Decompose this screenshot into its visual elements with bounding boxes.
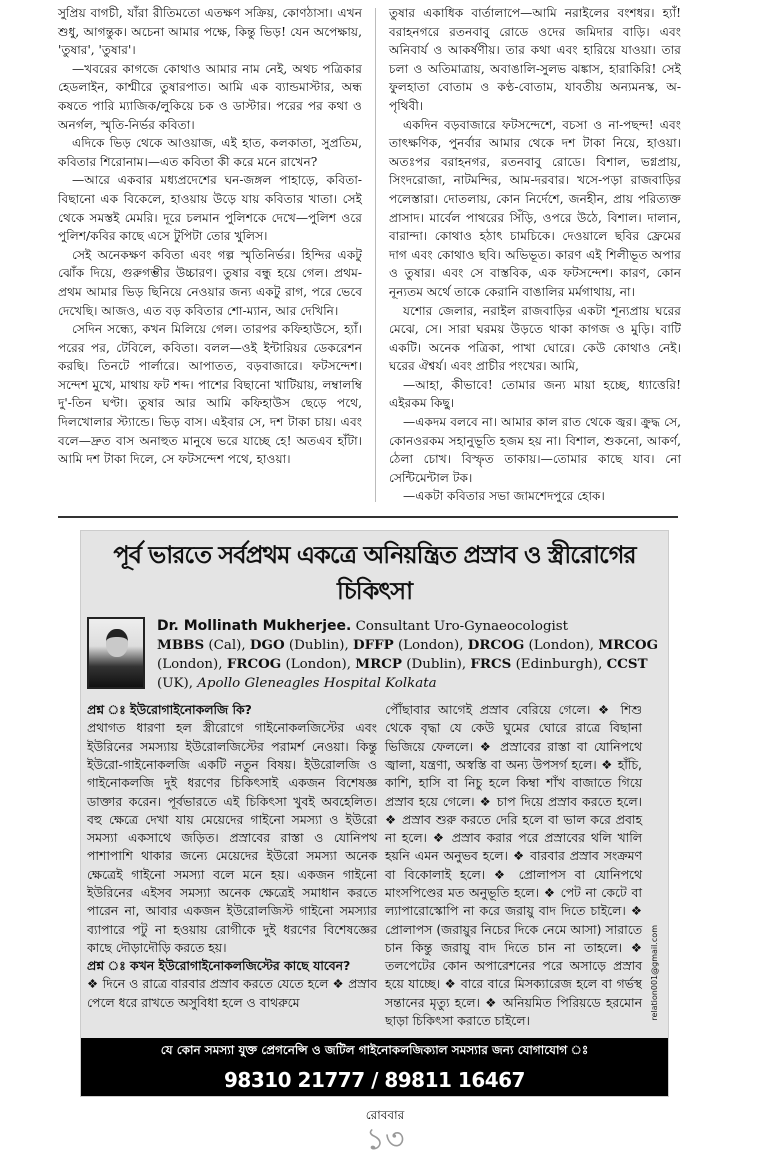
- question-heading: প্রশ্ন ঃ কখন ইউরোগাইনোকলজিস্টের কাছে যাবেন?: [87, 958, 351, 974]
- doctor-row: [87, 617, 662, 693]
- article-paragraph: —আহা, কীভাবে! তোমার জন্য মায়া হচ্ছে, ধ্যাত্তেরি! এইরকম কিছু।: [389, 377, 681, 411]
- contact-text: যে কোন সমস্যা যুক্ত প্রেগনেন্সি ও জটিল গাইনোকলজিক্যাল সমস্যার জন্য যোগাযোগ ঃ: [160, 1043, 589, 1058]
- degree-place: (UK),: [157, 676, 193, 692]
- answer-text: প্রথাগত ধারণা হল স্ত্রীরোগে গাইনোকলজিস্টের এবং ইউরিনের সমস্যায় ইউরোলজিস্টের পরামর্শ নেওয়া। কিন্তু ইউরো-গাইনোকলজি একটি নতুন বিষয়। ইউরোলজি ও গাইনোকলজি দুই ধরণের চিকিৎসাই একজন বিশেষজ্ঞ ডাক্তার করেন। পূর্বভারতে এই চিকিৎসা খুবই অবহেলিত। বহু ক্ষেত্রে দেখা যায় মেয়েদের গাইনো সমস্যা ও ইউরো সমস্যা একসাথে জড়িত। প্রস্রাবের রাস্তা ও যোনিপথ পাশাপাশি থাকার জন্যে মেয়েদের ইউরো সমস্যা অনেক ক্ষেত্রেই গাইনো সমস্যা বলে মনে হয়। একজন গাইনো ইউরিনের এইসব সমস্যা অনেক ক্ষেত্রেই সমাধান করতে পারেন না, আবার একজন ইউরোলজিস্ট গাইনো সমস্যার ব্যাপারে পটু না হওয়ায় রোগীকে দুই ধরণের বিশেষজ্ঞের কাছে দৌড়াদৌড়ি করতে হয়।: [87, 720, 377, 955]
- degree: FRCS: [470, 656, 512, 673]
- doctor-photo: [87, 617, 145, 689]
- degree-place: (Edinburgh),: [515, 657, 603, 673]
- degree-place: (Dublin),: [406, 657, 467, 673]
- article-paragraph: —আরে একবার মধ্যপ্রদেশের ঘন-জঙ্গল পাহাড়ে, কবিতা-বিছানো এক বিকেলে, হাওয়ায় উড়ে যায় কবিতার খাতা। সেই থেকে সমস্তই মেমরি। দূরে চলমান পুলিশকে দেখে—পুলিশ ওরে পুলিশ/কবির কাছে এসে টুপিটা তোর খুলিস।: [58, 173, 362, 244]
- article-paragraph: সুপ্রিয় বাগচী, যাঁরা রীতিমতো এতক্ষণ সক্রিয়, কোণঠাসা। এখন শুধু, আগন্তুক। অচেনা আমার পক্ষে, কিন্তু ভিড়! যেন অপেক্ষায়, 'তুষার', 'তুষার'।: [58, 6, 362, 58]
- degree: DRCOG: [467, 637, 525, 654]
- article-paragraph: একদিন বড়বাজারে ফটসন্দেশে, বচসা ও না-পছন্দ! এবং তাৎক্ষণিক, পুনর্বার আমার থেকে দশ টাকা নিয়ে, হাওয়া। অতঃপর বরাহনগর, রতনবাবু রোডে। বিশাল, ভগ্নপ্রায়, সিংদরোজা, নাটমন্দির, আম-দরবার। খসে-পড়া রাজবাড়ির পলেস্তারা। দোতলায়, কোন নির্দেশে, জনহীন, প্রায় পরিত্যক্ত প্রাসাদ। মার্বেল পাথরের সিঁড়ি, ওপরে উঠে, বিশাল। দালান, বারান্দা। কোথাও হঠাৎ চামচিকে। দেওয়ালে ছবির ফ্রেমের দাগ এবং কোথাও ছবি। অভিভূত। কারণ এই শিলীভূত অপার ও তুষার। এবং সে বাস্তবিক, এক ফটসন্দেশ। কারণ, কোন নূন্যতম অর্থে তাকে কেরানি বাঙালির মর্মগাথায়, না।: [389, 117, 681, 299]
- contact-bar: [81, 1038, 668, 1096]
- question-heading: প্রশ্ন ঃ ইউরোগাইনোকলজি কি?: [87, 702, 252, 718]
- email-text: relation001@gmail.com: [650, 924, 659, 1021]
- answer-text: পৌঁছাবার আগেই প্রস্রাব বেরিয়ে গেলে। ❖ শিশু থেকে বৃদ্ধা যে কেউ ঘুমের ঘোরে রাত্রে বিছানা ভিজিয়ে ফেললে। ❖ প্রস্রাবের রাস্তা বা যোনিপথে জ্বালা, যন্ত্রণা, অস্বস্তি বা অন্য উপসর্গ হলে। ❖ হাঁচি, কাশি, হাসি বা নিচু হলে কিম্বা শাঁখ বাজাতে গিয়ে প্রস্রাব হয়ে গেলে। ❖ চাপ দিয়ে প্রস্রাব করতে হলে। ❖ প্রস্রাব শুরু করতে দেরি হলে বা ভাল করে প্রবাহ না হলে। ❖ প্রস্রাব করার পরে প্রস্রাবের থলি খালি হয়নি এমন অনুভব হলে। ❖ বারবার প্রস্রাব সংক্রমণ বা বিকোলাই হলে। ❖ প্রোলাপস বা যোনিপথে মাংসপিণ্ডের মত অনুভূতি হলে। ❖ পেট না কেটে বা ল্যাপারোস্কোপি না করে জরায়ু বাদ দিতে চাইলে। ❖ প্রোলাপস (জরায়ুর নিচের দিকে নেমে আসা) সারাতে চান কিন্তু জরায়ু বাদ দিতে চান না তাহলে। ❖ তলপেটের কোন অপারেশনের পরে অসাড়ে প্রস্রাব হয়ে যাচ্ছে। ❖ বারে বারে মিসক্যারেজ হলে বা গর্ভস্থ সন্তানের মৃত্যু হলে। ❖ অনিয়মিত পিরিয়ডে হরমোন ছাড়া চিকিৎসা করাতে চাইলে।: [385, 702, 642, 1029]
- degree: MRCP: [355, 656, 402, 673]
- article-paragraph: —খবরের কাগজে কোথাও আমার নাম নেই, অথচ পত্রিকার হেডলাইন, কাশ্মীরে তুষারপাত। আমি এক ব্যান্ডমাস্টার, অন্ধ কষতে পারি ম্যাজিক/লুকিয়ে চক ও ডাস্টার। পরের পর কথা ও অনর্গল, স্মৃতি-নির্ভর কবিতা।: [58, 61, 362, 132]
- degree-place: (Dublin),: [288, 638, 349, 654]
- page-number: ১৩: [365, 1122, 405, 1158]
- article: [58, 4, 680, 506]
- ad-headline: পূর্ব ভারতে সর্বপ্রথম একত্রে অনিয়ন্ত্রিত প্রস্রাব ও স্ত্রীরোগের চিকিৎসা: [113, 541, 636, 606]
- column-divider: [375, 8, 376, 502]
- advertisement: [80, 530, 669, 1097]
- degree: DGO: [249, 637, 285, 654]
- article-left-column: [58, 4, 362, 506]
- section-divider: [58, 516, 678, 518]
- article-paragraph: সেই অনেকক্ষণ কবিতা এবং গল্প স্মৃতিনির্ভর। হিন্দির একটু ঝোঁক দিয়ে, গুরুগম্ভীর উচ্চারণ। তুষার বন্ধু হয়ে গেল। প্রথম-প্রথম আমার ভিড় ছিনিয়ে নেওয়ার জন্য একটু রাগ, পরে ভেবে দেখেছি। আজও, এত বড় কবিতার শো-ম্যান, আর দেখিনি।: [58, 247, 362, 318]
- ad-right-column: [385, 701, 642, 1030]
- doctor-name: Dr. Mollinath Mukherjee.: [157, 618, 352, 635]
- hospital-name: Apollo Gleneagles Hospital Kolkata: [197, 676, 437, 692]
- article-paragraph: —একদম বলবে না। আমার কাল রাত থেকে জ্বর। ক্রুদ্ধ সে, কোনওরকম সহানুভূতি হজম হয় না। বিশাল, শুকনো, আকর্ণ, ঠেলা চোখ। বিস্ফৃত তাকায়।—তোমার কাছে যাব। নো সেন্টিমেন্টাল টক।: [389, 415, 681, 485]
- article-paragraph: তুষার একাধিক বার্তালাপে—আমি নরাইলের বংশধর। হ্যাঁ! বরাহনগরে রতনবাবু রোডে ওদের জমিদার বাড়ি। এবং অনিবার্য ও আকর্ষণীয়। তার কথা এবং হারিয়ে যাওয়া। তার চলা ও অতিমাত্রায়, অবাঙালি-সুলভ ঝঙ্কাস, হারাকিরি! সেই ফুলহাতা বোতাম ও কণ্ঠ-বোতাম, যাবতীয় অন্যমনস্ক, অ-পৃথিবী।: [389, 6, 681, 113]
- degree: MBBS: [157, 637, 205, 654]
- degree-place: (London),: [528, 638, 595, 654]
- degree-place: (London),: [397, 638, 464, 654]
- magazine-name: রোববার: [365, 1108, 405, 1123]
- degree: MRCOG: [598, 637, 659, 654]
- degree: FRCOG: [226, 656, 282, 673]
- article-paragraph: —একটা কবিতার সভা জামশেদপুরে হোক।: [403, 489, 605, 504]
- article-right-column: [389, 4, 681, 506]
- doctor-info: [157, 617, 662, 693]
- phone-numbers: 98310 21777 / 89811 16467: [224, 1068, 525, 1093]
- degree: DFFP: [352, 637, 394, 654]
- degree: CCST: [606, 656, 648, 673]
- ad-body: [87, 701, 662, 1030]
- article-paragraph: সেদিন সন্ধ্যে, কখন মিলিয়ে গেল। তারপর কফিহাউসে, হ্যাঁ। পরের পর, টেবিলে, কবিতা। বলল—ওই ইন্টারিয়র ডেকরেশন করছি। তিনটে পার্লারে। আপাতত, বড়বাজারে। ফটসন্দেশ। সন্দেশ মুখে, মাথায় ফট শব্দ। পাশের বিছানো খাটিয়ায়, লম্বালম্বি দু'-তিন ঘণ্টা। তুষার আর আমি কফিহাউস ছেড়ে পথে, দিলখোলার স্ট্যান্ডে। ভিড় বাস। এইবার সে, দশ টাকা চায়। এবং বলে—দ্রুত বাস অনাহুত মানুষে ভরে যাচ্ছে হে! অতএব হাঁটা। আমি দশ টাকা দিলে, সে ফটসন্দেশ পথে, হাওয়া।: [58, 322, 362, 467]
- doctor-title: Consultant Uro-Gynaeocologist: [355, 619, 569, 635]
- article-paragraph: এদিকে ভিড় থেকে আওয়াজ, এই হাত, কলকাতা, সুপ্রতিম, কবিতার শিরোনাম।—এত কবিতা কী করে মনে রাখেন?: [58, 136, 362, 169]
- answer-text: ❖ দিনে ও রাত্রে বারবার প্রস্রাব করতে যেতে হলে ❖ প্রস্রাব পেলে ধরে রাখতে অসুবিধা হলে ও বাথরুমে: [87, 976, 377, 1010]
- page-footer: [0, 1107, 770, 1157]
- degree-place: (London),: [157, 657, 223, 673]
- article-paragraph: যশোর জেলার, নরাইল রাজবাড়ির একটা শূন্যপ্রায় ঘরের মেঝে, সে। সারা ঘরময় উড়তে থাকা কাগজ ও মুড়ি। বাটি একটি। অনেক পত্রিকা, পাখা ঘোরে। কেউ কোথাও নেই। ঘরের ঐশ্বর্য। এবং প্রাচীর পংখের। আমি,: [389, 303, 681, 374]
- ad-left-column: [87, 701, 377, 1030]
- degree-place: (London),: [285, 657, 352, 673]
- degree-place: (Cal),: [208, 638, 246, 654]
